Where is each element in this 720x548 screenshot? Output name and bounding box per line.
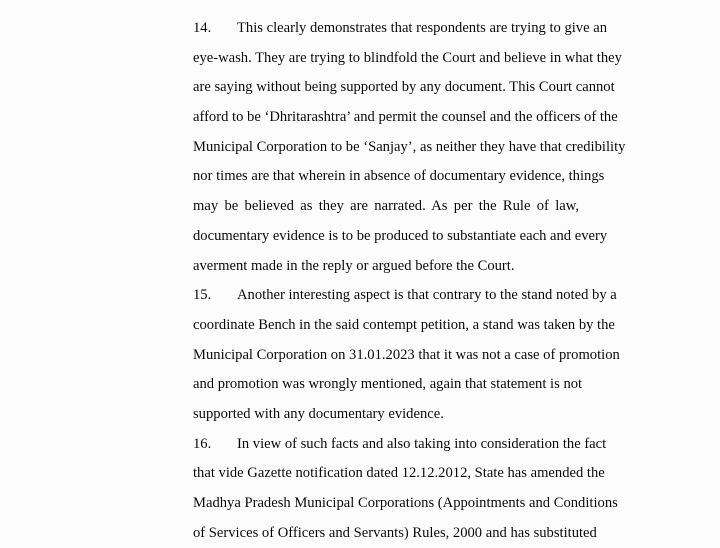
document-line bbox=[193, 44, 622, 74]
line-text: that vide Gazette notification dated 12.12.2012, State has amended the bbox=[193, 465, 605, 482]
line-text: supported with any documentary evidence. bbox=[193, 405, 444, 422]
document-line bbox=[193, 252, 579, 282]
line-text: averment made in the reply or argued before the Court. bbox=[193, 257, 515, 274]
paragraph-number: 15. bbox=[193, 287, 212, 304]
line-text: nor times are that wherein in absence of documentary evidence, things bbox=[193, 168, 605, 185]
document-line bbox=[193, 222, 608, 252]
document-line bbox=[193, 430, 607, 460]
paragraph bbox=[193, 14, 626, 281]
document-line bbox=[193, 162, 605, 192]
document-line bbox=[193, 281, 617, 311]
document-line bbox=[193, 489, 618, 519]
document-line bbox=[193, 103, 618, 133]
line-text: documentary evidence is to be produced to substantiate each and every bbox=[193, 227, 608, 244]
line-text: This clearly demonstrates that respondents are trying to give an bbox=[237, 20, 608, 36]
line-text: and promotion was wrongly mentioned, again that statement is not bbox=[193, 376, 583, 393]
document-line bbox=[193, 14, 608, 44]
line-text: of Services of Officers and Servants) Rules, 2000 and has substituted bbox=[193, 524, 597, 541]
document-line bbox=[193, 400, 579, 430]
paragraph bbox=[193, 281, 620, 429]
line-text: coordinate Bench in the said contempt petition, a stand was taken by the bbox=[193, 316, 615, 333]
document-line bbox=[193, 341, 620, 371]
line-text: eye-wash. They are trying to blindfold the Court and believe in what they bbox=[193, 49, 622, 66]
line-text: afford to be ‘Dhritarashtra’ and permit the counsel and the officers of the bbox=[193, 109, 618, 126]
line-text: Another interesting aspect is that contrary to the stand noted by a bbox=[237, 287, 617, 304]
paragraph-number: 14. bbox=[193, 20, 212, 36]
line-text: Madhya Pradesh Municipal Corporations (Appointments and Conditions bbox=[193, 495, 618, 511]
paragraph-number: 16. bbox=[193, 435, 212, 452]
document-line bbox=[193, 370, 583, 400]
document-text-block bbox=[193, 14, 626, 548]
document-line bbox=[193, 519, 597, 548]
document-line bbox=[193, 311, 615, 341]
line-text: Municipal Corporation to be ‘Sanjay’, as neither they have that credibility bbox=[193, 138, 626, 155]
document-line bbox=[193, 73, 615, 103]
paragraph bbox=[193, 430, 618, 548]
line-text: Municipal Corporation on 31.01.2023 that it was not a case of promotion bbox=[193, 346, 620, 363]
line-text: are saying without being supported by any document. This Court cannot bbox=[193, 79, 615, 96]
line-text: In view of such facts and also taking into consideration the fact bbox=[237, 435, 607, 452]
document-line bbox=[193, 133, 626, 163]
line-text: may be believed as they are narrated. As per the Rule of law, bbox=[193, 198, 579, 215]
document-line bbox=[193, 192, 579, 222]
document-line bbox=[193, 459, 605, 489]
